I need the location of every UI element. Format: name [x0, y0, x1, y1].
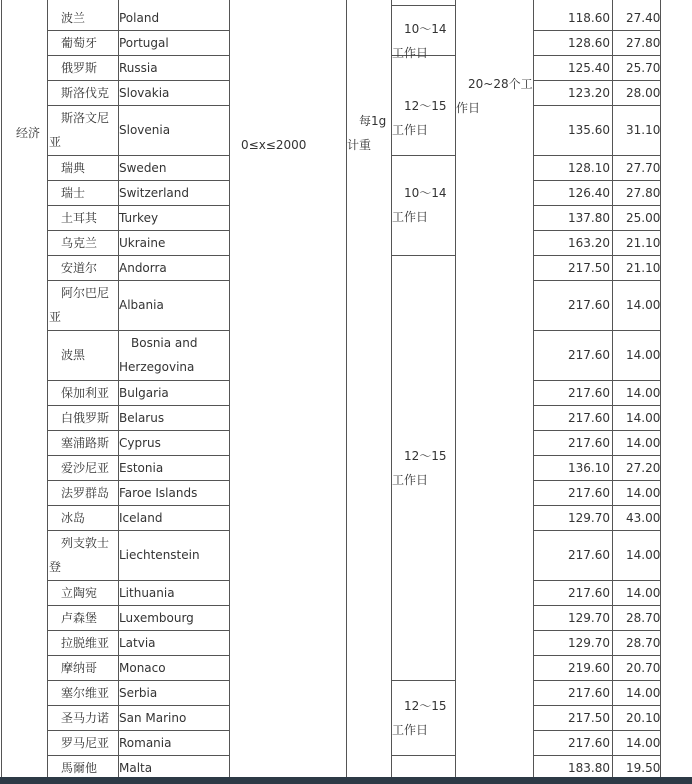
- row-divider: [533, 330, 661, 331]
- country-cn: [49, 481, 128, 505]
- rate-per-kg: 137.80: [568, 211, 610, 225]
- country-cn: [49, 231, 128, 255]
- registration-fee: 14.00: [626, 736, 661, 750]
- registration-fee: 21.10: [626, 236, 661, 250]
- country-cn: [49, 706, 128, 730]
- country-en-line: Portugal: [119, 36, 169, 50]
- tracking-time-line: 20~28个工: [468, 77, 533, 91]
- registration-fee: 14.00: [626, 411, 661, 425]
- column-divider: [1, 0, 2, 780]
- country-cn-line: 瑞士: [61, 186, 86, 200]
- country-cn: [49, 506, 128, 530]
- rate-per-kg: 217.60: [568, 386, 610, 400]
- country-cn: [49, 181, 128, 205]
- country-cn: [49, 206, 128, 230]
- rate-per-kg: 126.40: [568, 186, 610, 200]
- delivery-time-line: 12～15: [404, 699, 447, 713]
- country-cn-line: 白俄罗斯: [61, 411, 110, 425]
- country-cn: [49, 531, 116, 579]
- delivery-time: [392, 444, 454, 492]
- country-cn-line: 卢森堡: [61, 611, 98, 625]
- country-cn: [49, 31, 128, 55]
- country-cn-line: 斯洛伐克: [61, 86, 110, 100]
- country-en-line: Latvia: [119, 636, 156, 650]
- rate-per-kg: 217.60: [568, 298, 610, 312]
- registration-fee: 25.00: [626, 211, 661, 225]
- country-en-line: Sweden: [119, 161, 167, 175]
- country-cn-line: 法罗群岛: [61, 486, 110, 500]
- country-en: [119, 706, 228, 730]
- country-cn-line: 瑞典: [61, 161, 86, 175]
- delivery-time-line: 工作日: [392, 473, 429, 487]
- country-cn-line: 冰岛: [61, 511, 86, 525]
- row-divider: [533, 105, 661, 106]
- billing-unit-line: 计重: [347, 138, 372, 152]
- rate-per-kg: 183.80: [568, 761, 610, 775]
- rate-per-kg: 217.50: [568, 711, 610, 725]
- country-cn-line: 塞尔维亚: [61, 686, 110, 700]
- country-cn-line: 圣马力诺: [61, 711, 110, 725]
- rate-per-kg: 129.70: [568, 511, 610, 525]
- country-en: [119, 456, 228, 480]
- country-en-line: Lithuania: [119, 586, 175, 600]
- rate-per-kg: 217.60: [568, 348, 610, 362]
- country-en-line: Monaco: [119, 661, 166, 675]
- registration-fee: 27.40: [626, 11, 661, 25]
- rate-per-kg: 217.60: [568, 548, 610, 562]
- country-cn: [49, 81, 128, 105]
- region-label: 经济: [16, 126, 41, 140]
- country-en-line: Ukraine: [119, 236, 166, 250]
- registration-fee: 14.00: [626, 436, 661, 450]
- country-cn: [49, 581, 128, 605]
- country-cn-line: 立陶宛: [61, 586, 98, 600]
- country-cn-line: 亚: [49, 310, 62, 324]
- country-en: [119, 181, 228, 205]
- delivery-time-line: 工作日: [392, 210, 429, 224]
- country-en-line: Bosnia and: [131, 336, 198, 350]
- country-en: [119, 481, 228, 505]
- registration-fee: 28.70: [626, 636, 661, 650]
- country-en: [119, 606, 228, 630]
- country-cn: [49, 456, 128, 480]
- country-cn-line: 摩纳哥: [61, 661, 98, 675]
- tracking-time-line: 作日: [456, 101, 481, 115]
- country-cn-line: 罗马尼亚: [61, 736, 110, 750]
- country-en-line: Poland: [119, 11, 160, 25]
- country-en-line: Andorra: [119, 261, 167, 275]
- country-cn-line: 保加利亚: [61, 386, 110, 400]
- country-en: [119, 31, 228, 55]
- bottom-toolbar: [0, 777, 692, 784]
- country-en-line: Malta: [119, 761, 153, 775]
- column-divider: [346, 0, 347, 780]
- group-divider: [391, 155, 455, 156]
- country-cn: [49, 256, 128, 280]
- delivery-time: [392, 694, 454, 742]
- country-cn-line: 亚: [49, 135, 62, 149]
- country-cn-line: 土耳其: [61, 211, 98, 225]
- registration-fee: 43.00: [626, 511, 661, 525]
- country-en: [119, 681, 228, 705]
- registration-fee: 19.50: [626, 761, 661, 775]
- country-en-line: Bulgaria: [119, 386, 169, 400]
- country-en-line: Turkey: [119, 211, 159, 225]
- country-en: [119, 56, 228, 80]
- rate-per-kg: 125.40: [568, 61, 610, 75]
- country-cn: [49, 281, 116, 329]
- country-cn: [49, 343, 128, 367]
- country-cn: [49, 406, 128, 430]
- country-cn-line: 拉脱维亚: [61, 636, 110, 650]
- delivery-time-line: 12～15: [404, 99, 447, 113]
- rate-per-kg: 217.60: [568, 686, 610, 700]
- registration-fee: 14.00: [626, 686, 661, 700]
- registration-fee: 21.10: [626, 261, 661, 275]
- registration-fee: 27.80: [626, 186, 661, 200]
- registration-fee: 28.00: [626, 86, 661, 100]
- country-en: [119, 631, 228, 655]
- delivery-time-line: 10～14: [404, 186, 447, 200]
- rate-per-kg: 163.20: [568, 236, 610, 250]
- country-en: [119, 231, 228, 255]
- country-cn: [49, 431, 128, 455]
- rate-per-kg: 217.60: [568, 411, 610, 425]
- registration-fee: 20.10: [626, 711, 661, 725]
- country-en: [119, 256, 228, 280]
- country-en: [119, 118, 228, 142]
- weight-range: 0≤x≤2000: [241, 138, 307, 152]
- country-cn-line: 爱沙尼亚: [61, 461, 110, 475]
- rate-per-kg: 118.60: [568, 11, 610, 25]
- group-divider: [391, 755, 455, 756]
- country-en: [119, 431, 228, 455]
- country-en: [119, 506, 228, 530]
- registration-fee: 14.00: [626, 548, 661, 562]
- country-en: [119, 6, 228, 30]
- rate-per-kg: 217.60: [568, 486, 610, 500]
- rate-per-kg: 217.60: [568, 586, 610, 600]
- delivery-time: [392, 17, 454, 65]
- country-en: [119, 581, 228, 605]
- rate-per-kg: 129.70: [568, 611, 610, 625]
- country-cn: [49, 731, 128, 755]
- country-en: [119, 381, 228, 405]
- registration-fee: 14.00: [626, 486, 661, 500]
- delivery-time-line: 工作日: [392, 723, 429, 737]
- country-en-line: Romania: [119, 736, 172, 750]
- country-cn-line: 波黑: [61, 348, 86, 362]
- registration-fee: 31.10: [626, 123, 661, 137]
- country-en-line: San Marino: [119, 711, 187, 725]
- country-cn-line: 俄罗斯: [61, 61, 98, 75]
- country-en: [119, 293, 228, 317]
- country-en-line: Switzerland: [119, 186, 189, 200]
- country-en: [119, 731, 228, 755]
- country-cn-line: 登: [49, 560, 62, 574]
- country-cn-line: 葡萄牙: [61, 36, 98, 50]
- country-cn-line: 斯洛文尼: [61, 111, 110, 125]
- country-en: [119, 331, 228, 379]
- country-en-line: Faroe Islands: [119, 486, 198, 500]
- country-cn: [49, 56, 128, 80]
- rate-per-kg: 128.10: [568, 161, 610, 175]
- delivery-time-line: 工作日: [392, 46, 429, 60]
- country-cn: [49, 381, 128, 405]
- rate-per-kg: 129.70: [568, 636, 610, 650]
- country-en-line: Slovakia: [119, 86, 170, 100]
- registration-fee: 25.70: [626, 61, 661, 75]
- column-divider: [455, 0, 456, 780]
- rate-per-kg: 219.60: [568, 661, 610, 675]
- registration-fee: 27.20: [626, 461, 661, 475]
- registration-fee: 27.80: [626, 36, 661, 50]
- group-divider: [391, 680, 455, 681]
- country-en: [119, 656, 228, 680]
- country-en: [119, 406, 228, 430]
- row-divider: [533, 530, 661, 531]
- delivery-time: [392, 94, 454, 142]
- row-divider: [533, 280, 661, 281]
- registration-fee: 14.00: [626, 348, 661, 362]
- registration-fee: 20.70: [626, 661, 661, 675]
- country-cn: [49, 681, 128, 705]
- country-cn-line: 乌克兰: [61, 236, 98, 250]
- country-en: [119, 156, 228, 180]
- billing-unit-line: 每1g: [359, 114, 387, 128]
- country-cn: [49, 156, 128, 180]
- country-cn: [49, 106, 116, 154]
- country-en: [119, 81, 228, 105]
- billing-unit: [347, 109, 387, 157]
- country-cn-line: 波兰: [61, 11, 86, 25]
- rate-per-kg: 217.60: [568, 736, 610, 750]
- rate-per-kg: 217.50: [568, 261, 610, 275]
- country-cn: [49, 631, 128, 655]
- tracking-time: [456, 72, 534, 120]
- rate-per-kg: 135.60: [568, 123, 610, 137]
- rate-per-kg: 123.20: [568, 86, 610, 100]
- country-cn: [49, 6, 128, 30]
- rate-per-kg: 217.60: [568, 436, 610, 450]
- group-divider: [391, 255, 455, 256]
- country-en-line: Estonia: [119, 461, 164, 475]
- country-cn-line: 阿尔巴尼: [61, 286, 110, 300]
- delivery-time-line: 12～15: [404, 449, 447, 463]
- column-divider: [229, 0, 230, 780]
- rate-per-kg: 128.60: [568, 36, 610, 50]
- country-cn-line: 列支敦士: [61, 536, 110, 550]
- delivery-time-line: 工作日: [392, 123, 429, 137]
- country-cn: [49, 656, 128, 680]
- country-en-line: Slovenia: [119, 123, 171, 137]
- country-en: [119, 543, 228, 567]
- delivery-time-line: 10～14: [404, 22, 447, 36]
- country-cn: [49, 606, 128, 630]
- country-en-line: Herzegovina: [119, 360, 195, 374]
- registration-fee: 14.00: [626, 386, 661, 400]
- country-cn-line: 塞浦路斯: [61, 436, 110, 450]
- country-en-line: Russia: [119, 61, 158, 75]
- registration-fee: 14.00: [626, 586, 661, 600]
- country-en-line: Albania: [119, 298, 164, 312]
- country-en-line: Belarus: [119, 411, 165, 425]
- country-en-line: Iceland: [119, 511, 163, 525]
- column-divider: [47, 0, 48, 780]
- rate-per-kg: 136.10: [568, 461, 610, 475]
- country-en-line: Liechtenstein: [119, 548, 200, 562]
- country-en-line: Luxembourg: [119, 611, 194, 625]
- group-divider: [391, 5, 455, 6]
- registration-fee: 14.00: [626, 298, 661, 312]
- country-en-line: Serbia: [119, 686, 158, 700]
- country-cn-line: 馬爾他: [61, 761, 98, 775]
- country-cn-line: 安道尔: [61, 261, 98, 275]
- column-divider: [612, 0, 613, 780]
- country-en: [119, 206, 228, 230]
- registration-fee: 27.70: [626, 161, 661, 175]
- country-en-line: Cyprus: [119, 436, 161, 450]
- registration-fee: 28.70: [626, 611, 661, 625]
- delivery-time: [392, 181, 454, 229]
